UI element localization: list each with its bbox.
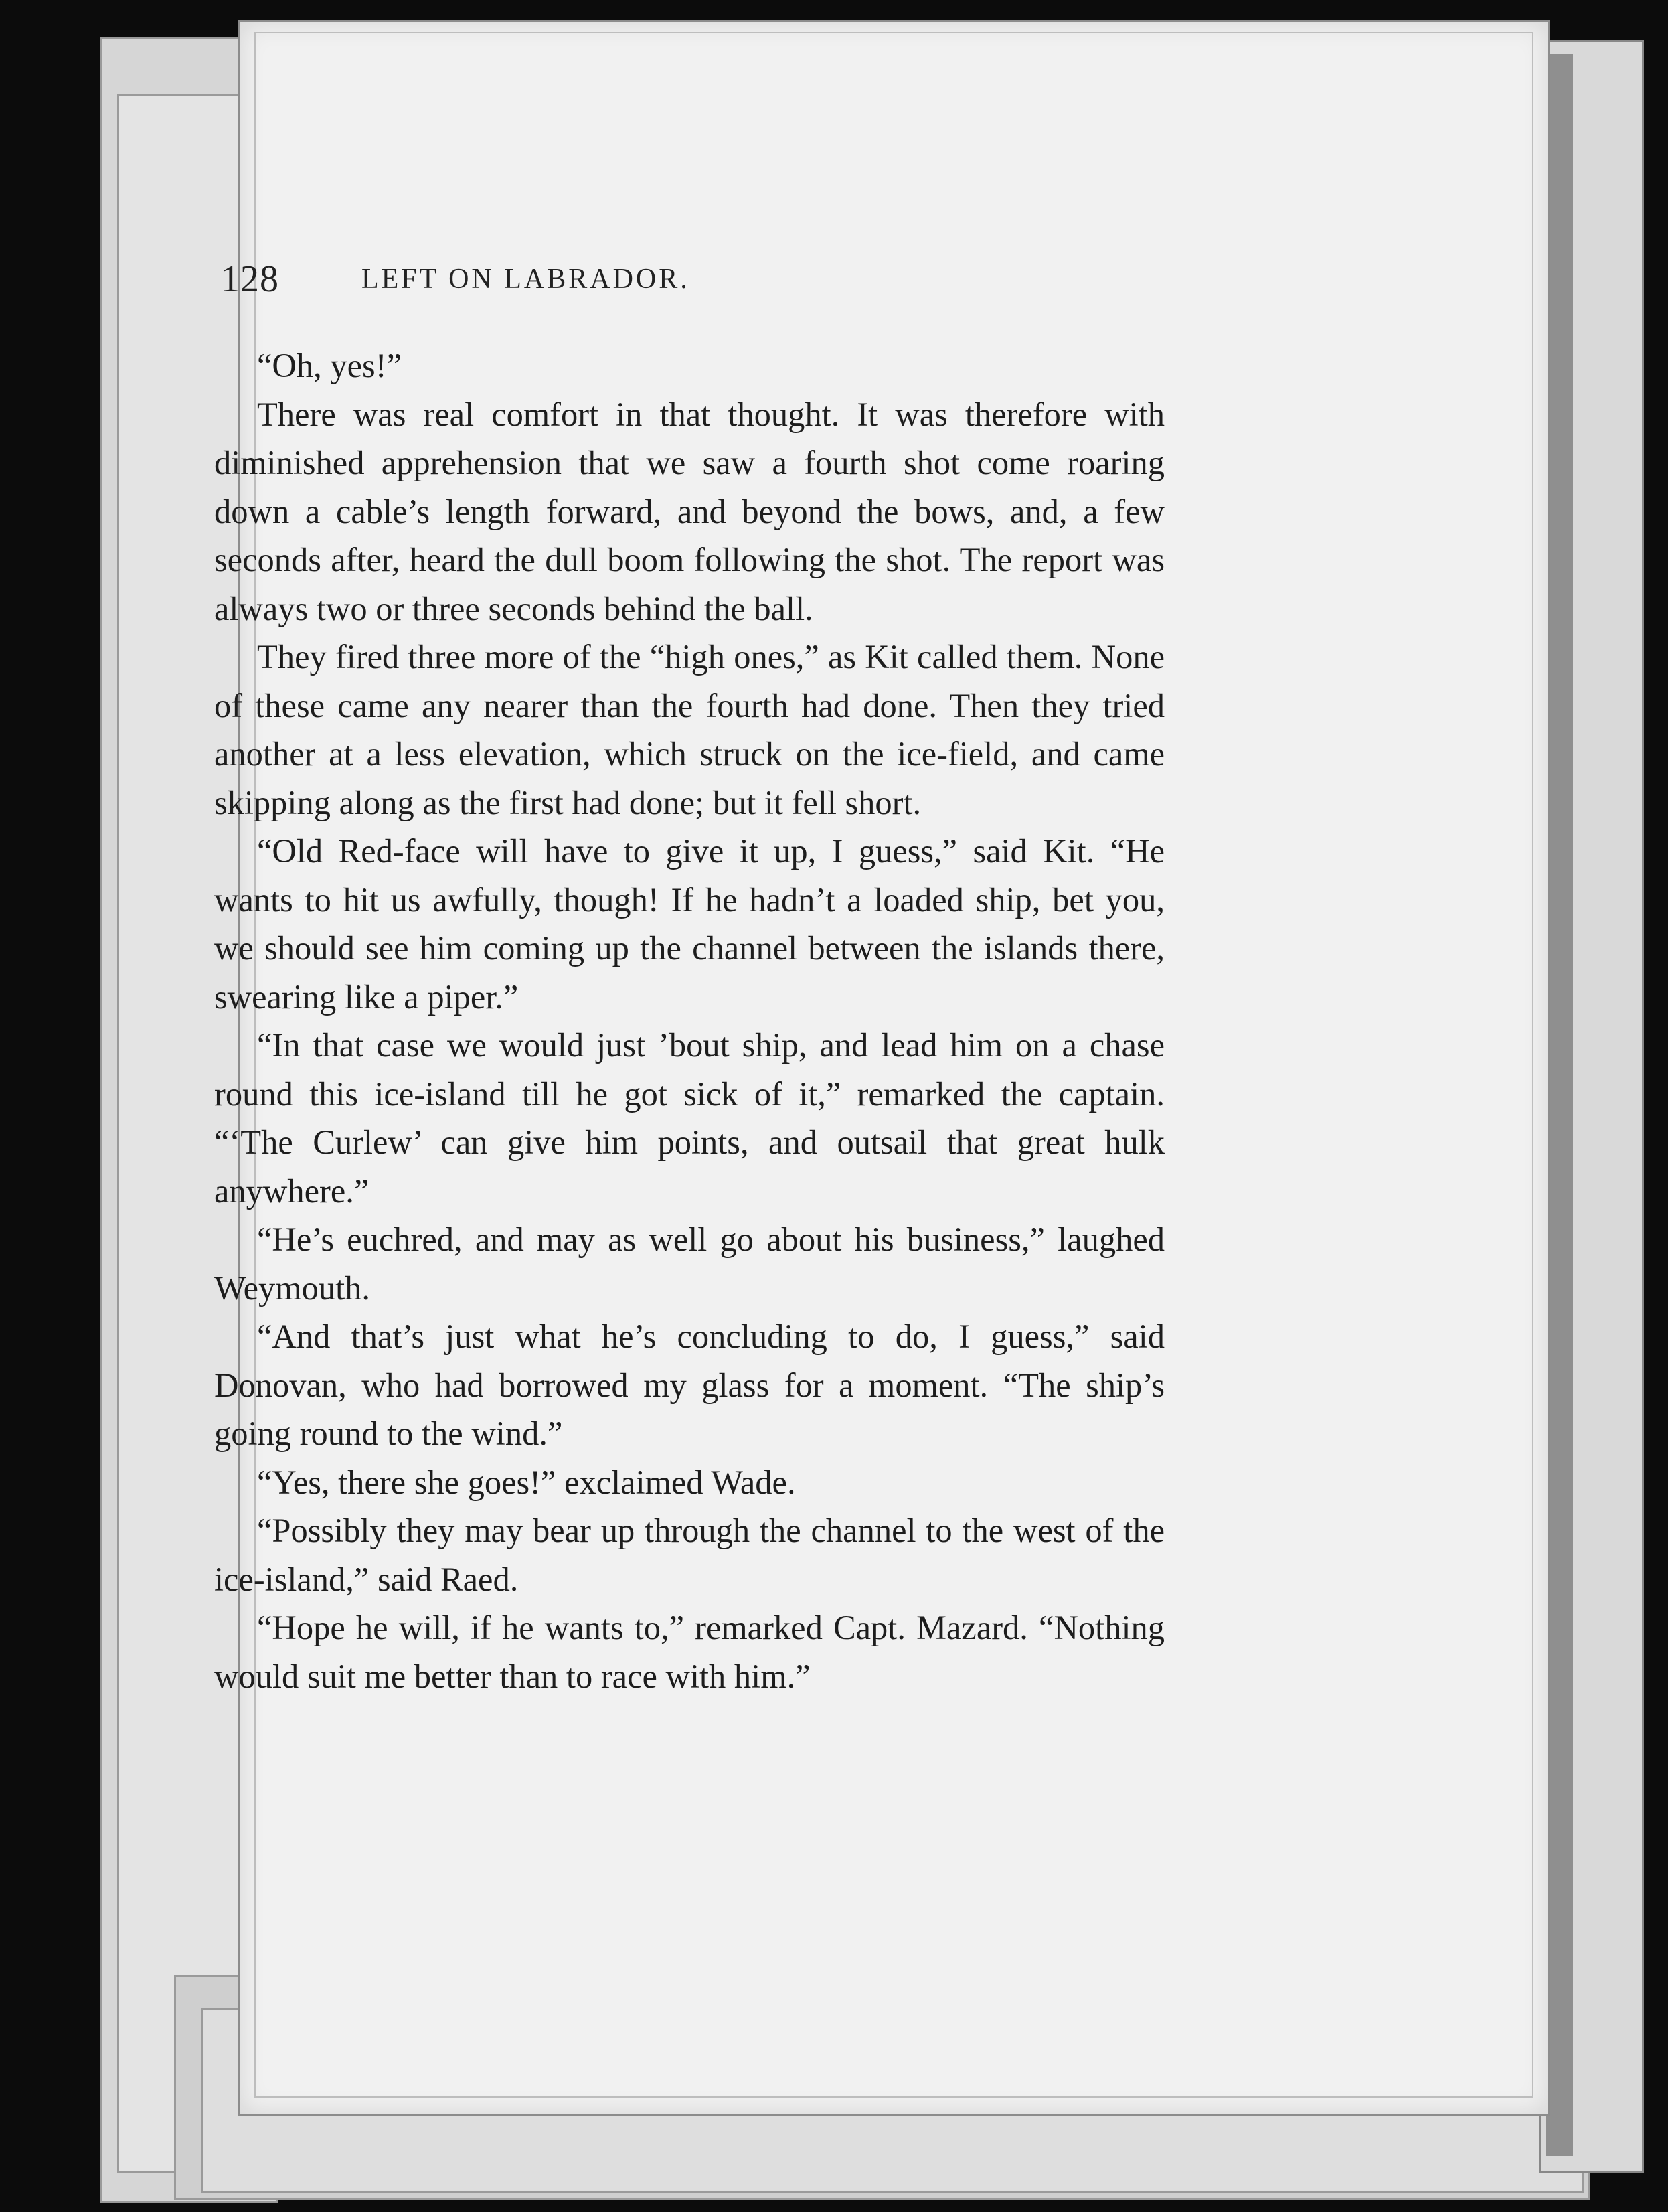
paragraph: “Possibly they may bear up through the channel to the west of the ice-island,” said Raed.	[214, 1512, 1165, 1598]
page-number: 128	[221, 258, 279, 300]
paragraph: “Oh, yes!”	[257, 347, 402, 384]
paragraph: “Hope he will, if he wants to,” remarked Capt. Mazard. “Nothing would suit me better than to race with him.”	[214, 1609, 1165, 1695]
paragraph: “In that case we would just ’bout ship, and lead him on a chase round this ice-island till he got sick of it,” remarked the captain. “‘The Curlew’ can give him points, and outsail that great hulk anywhere.”	[214, 1026, 1165, 1210]
paragraph: “He’s euchred, and may as well go about his business,” laughed Weymouth.	[214, 1220, 1165, 1307]
paragraph: “And that’s just what he’s concluding to do, I guess,” said Donovan, who had borrowed my glass for a moment. “The ship’s going round to the wind.”	[214, 1318, 1165, 1452]
book-spine-shadow	[1546, 54, 1573, 2156]
body-text	[214, 341, 1165, 1701]
paragraph: “Yes, there she goes!” exclaimed Wade.	[257, 1463, 796, 1501]
paragraph: “Old Red-face will have to give it up, I guess,” said Kit. “He wants to hit us awfully, though! If he hadn’t a loaded ship, bet you, we should see him coming up the channel between the islands there, swearing like a piper.”	[214, 832, 1165, 1016]
paragraph: They fired three more of the “high ones,” as Kit called them. None of these came any nearer than the fourth had done. Then they tried another at a less elevation, which struck on the ice-field, and came skipping along as the first had done; but it fell short.	[214, 638, 1165, 821]
paragraph: There was real comfort in that thought. It was therefore with diminished apprehension that we saw a fourth shot come roaring down a cable’s length forward, and beyond the bows, and, a few seconds after, heard the dull boom following the shot. The report was always two or three seconds behind the ball.	[214, 395, 1165, 627]
running-title: LEFT ON LABRADOR.	[361, 264, 690, 295]
page-header	[221, 258, 1108, 311]
